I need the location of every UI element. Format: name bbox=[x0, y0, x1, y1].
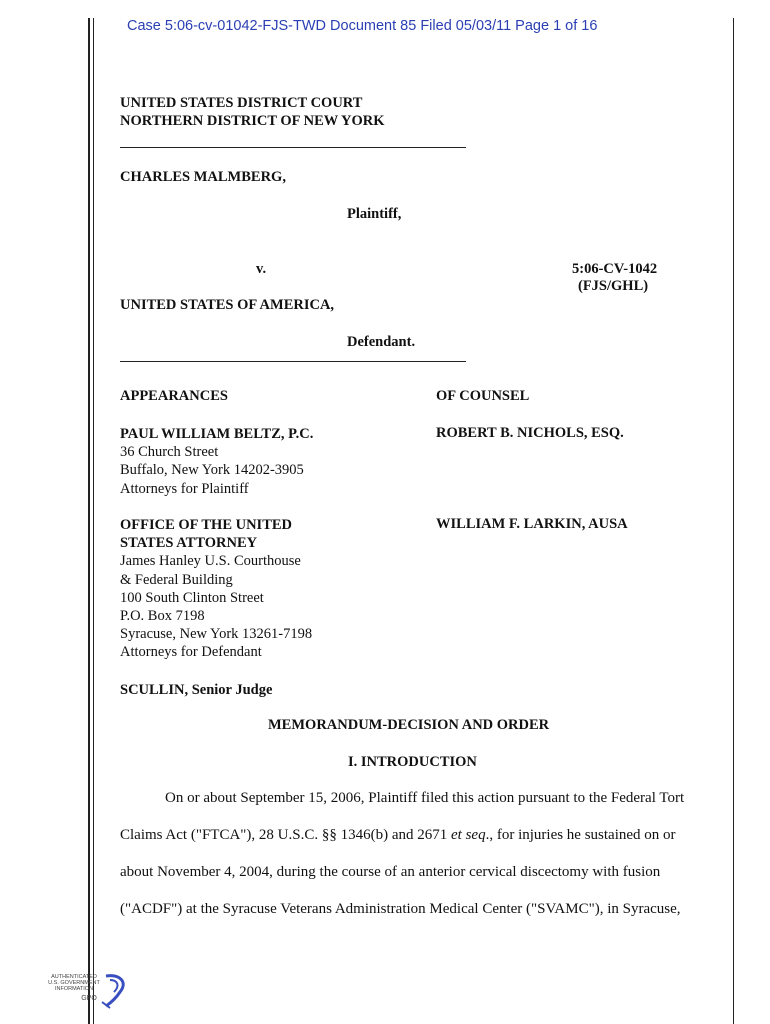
of-counsel-heading: OF COUNSEL bbox=[436, 388, 530, 404]
plaintiff-address-3: Attorneys for Plaintiff bbox=[120, 480, 249, 497]
case-number: 5:06-CV-1042 bbox=[572, 261, 658, 277]
defendant-address-5: Syracuse, New York 13261-7198 bbox=[120, 626, 313, 643]
seal-line-3: INFORMATION bbox=[54, 986, 94, 992]
defendant-firm-2: STATES ATTORNEY bbox=[120, 535, 258, 552]
gpo-authentication-seal bbox=[40, 972, 130, 1012]
defendant-address-6: Attorneys for Defendant bbox=[120, 644, 262, 661]
defendant-name: UNITED STATES OF AMERICA, bbox=[120, 297, 335, 313]
plaintiff-firm: PAUL WILLIAM BELTZ, P.C. bbox=[120, 426, 314, 442]
defendant-address-2: & Federal Building bbox=[120, 571, 233, 588]
seal-line-1: AUTHENTICATED bbox=[51, 974, 97, 980]
seal-line-2: U.S. GOVERNMENT bbox=[48, 980, 100, 986]
body-line-1: On or about September 15, 2006, Plaintiff filed this action pursuant to the Federal Tort bbox=[165, 790, 685, 806]
section-heading: I. INTRODUCTION bbox=[348, 754, 477, 770]
court-line-1: UNITED STATES DISTRICT COURT bbox=[120, 95, 363, 111]
caption-rule-top bbox=[120, 147, 466, 148]
defendant-address-1: James Hanley U.S. Courthouse bbox=[120, 553, 301, 570]
body-line-2-et-seq: et seq bbox=[451, 827, 486, 843]
left-margin-rule bbox=[88, 18, 90, 1024]
caption-rule-bottom bbox=[120, 361, 466, 362]
versus: v. bbox=[256, 261, 267, 277]
plaintiff-name: CHARLES MALMBERG, bbox=[120, 169, 286, 185]
body-line-4: ("ACDF") at the Syracuse Veterans Administration Medical Center ("SVAMC"), in Syracuse, bbox=[120, 901, 681, 917]
judge-name: SCULLIN, Senior Judge bbox=[120, 682, 273, 698]
defendant-appearance bbox=[120, 516, 312, 662]
seal-line-4: GPO bbox=[81, 995, 97, 1002]
ecf-header: Case 5:06-cv-01042-FJS-TWD Document 85 Filed 05/03/11 Page 1 of 16 bbox=[127, 18, 598, 34]
body-line-2 bbox=[120, 827, 676, 844]
defendant-role: Defendant. bbox=[347, 334, 416, 350]
court-name bbox=[120, 94, 385, 130]
left-margin-rule-inner bbox=[93, 18, 94, 1024]
right-margin-rule bbox=[733, 18, 734, 1024]
plaintiff-counsel: ROBERT B. NICHOLS, ESQ. bbox=[436, 425, 624, 441]
defendant-address-4: P.O. Box 7198 bbox=[120, 608, 205, 625]
court-line-2: NORTHERN DISTRICT OF NEW YORK bbox=[120, 113, 385, 130]
plaintiff-appearance bbox=[120, 425, 313, 498]
body-line-2-c: ., for injuries he sustained on or bbox=[485, 827, 676, 843]
body-line-3: about November 4, 2004, during the course of an anterior cervical discectomy with fusion bbox=[120, 864, 661, 880]
plaintiff-address-1: 36 Church Street bbox=[120, 444, 219, 461]
plaintiff-address-2: Buffalo, New York 14202-3905 bbox=[120, 462, 304, 479]
plaintiff-role: Plaintiff, bbox=[347, 206, 402, 222]
appearances-heading: APPEARANCES bbox=[120, 388, 228, 404]
case-judges: (FJS/GHL) bbox=[578, 278, 649, 294]
defendant-firm-1: OFFICE OF THE UNITED bbox=[120, 517, 293, 533]
defendant-address-3: 100 South Clinton Street bbox=[120, 589, 264, 606]
body-line-2-a: Claims Act ("FTCA"), 28 U.S.C. §§ 1346(b) and 2671 bbox=[120, 827, 451, 843]
document-title: MEMORANDUM-DECISION AND ORDER bbox=[268, 717, 550, 733]
defendant-counsel: WILLIAM F. LARKIN, AUSA bbox=[436, 516, 628, 532]
